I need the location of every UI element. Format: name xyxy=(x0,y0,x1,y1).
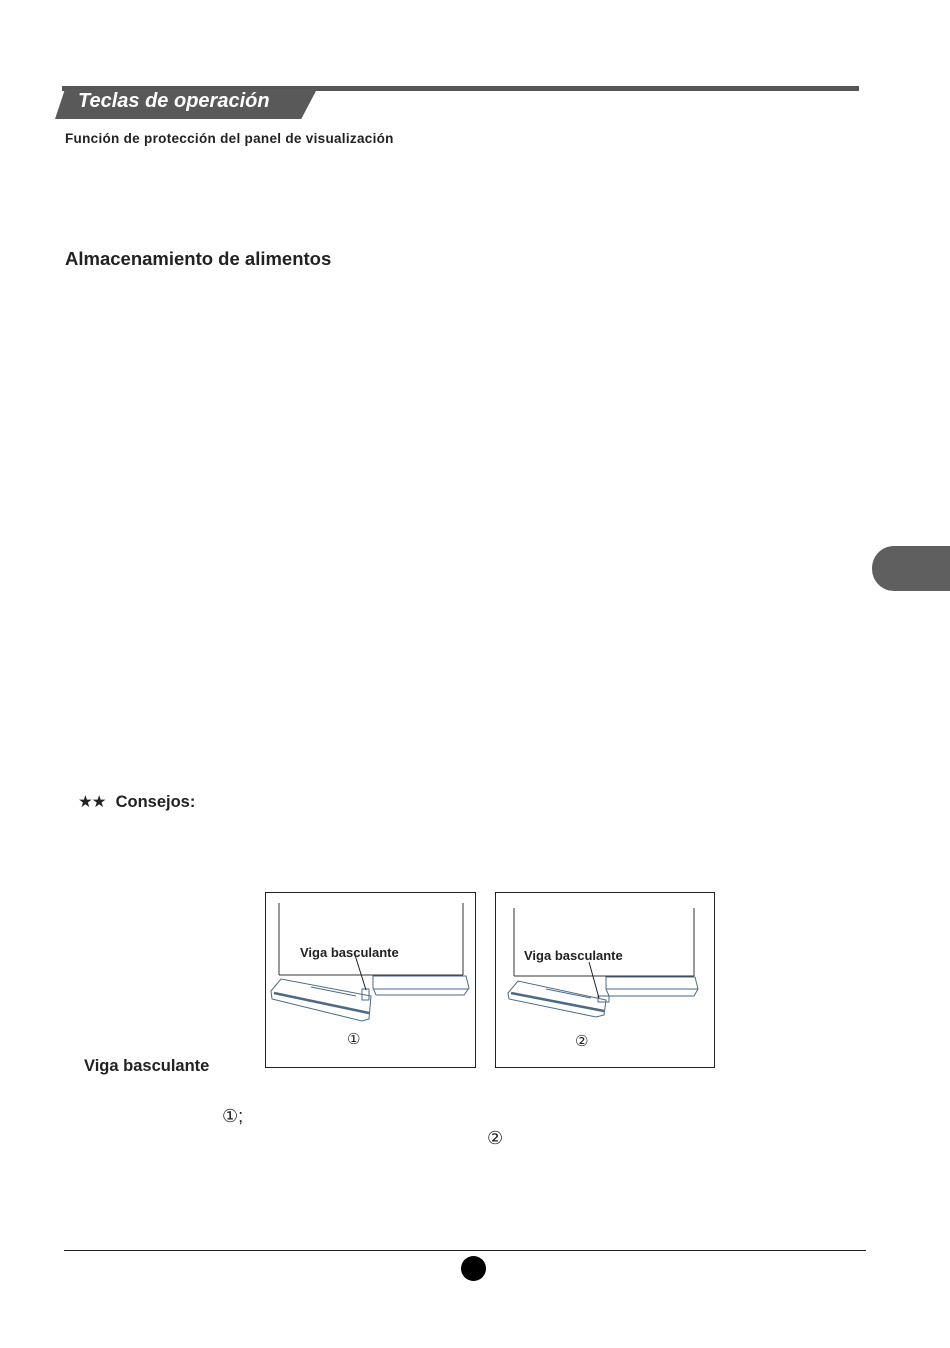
section-title-food-storage: Almacenamiento de alimentos xyxy=(65,248,332,269)
diagram-1 xyxy=(265,892,476,1068)
diagram-2-label: Viga basculante xyxy=(524,948,623,963)
diagram-2 xyxy=(495,892,715,1068)
side-tab-marker xyxy=(872,546,950,591)
footer-rule xyxy=(64,1250,866,1251)
page-number-dot xyxy=(461,1256,486,1281)
page-title: Teclas de operación xyxy=(78,90,270,112)
tips-heading xyxy=(78,792,195,812)
diagram-1-number: ① xyxy=(347,1031,361,1048)
diagram-1-label: Viga basculante xyxy=(300,945,399,960)
diagram-1-illustration xyxy=(266,893,475,1067)
inline-mark-two: ② xyxy=(487,1128,504,1148)
stars-icon: ★★ xyxy=(78,793,106,811)
diagram-2-illustration xyxy=(496,893,714,1067)
tips-label: Consejos: xyxy=(115,793,196,811)
inline-mark-one: ①; xyxy=(222,1106,244,1126)
subtitle: Función de protección del panel de visualización xyxy=(65,131,394,146)
diagram-2-number: ② xyxy=(575,1033,589,1050)
viga-basculante-heading: Viga basculante xyxy=(84,1057,210,1075)
